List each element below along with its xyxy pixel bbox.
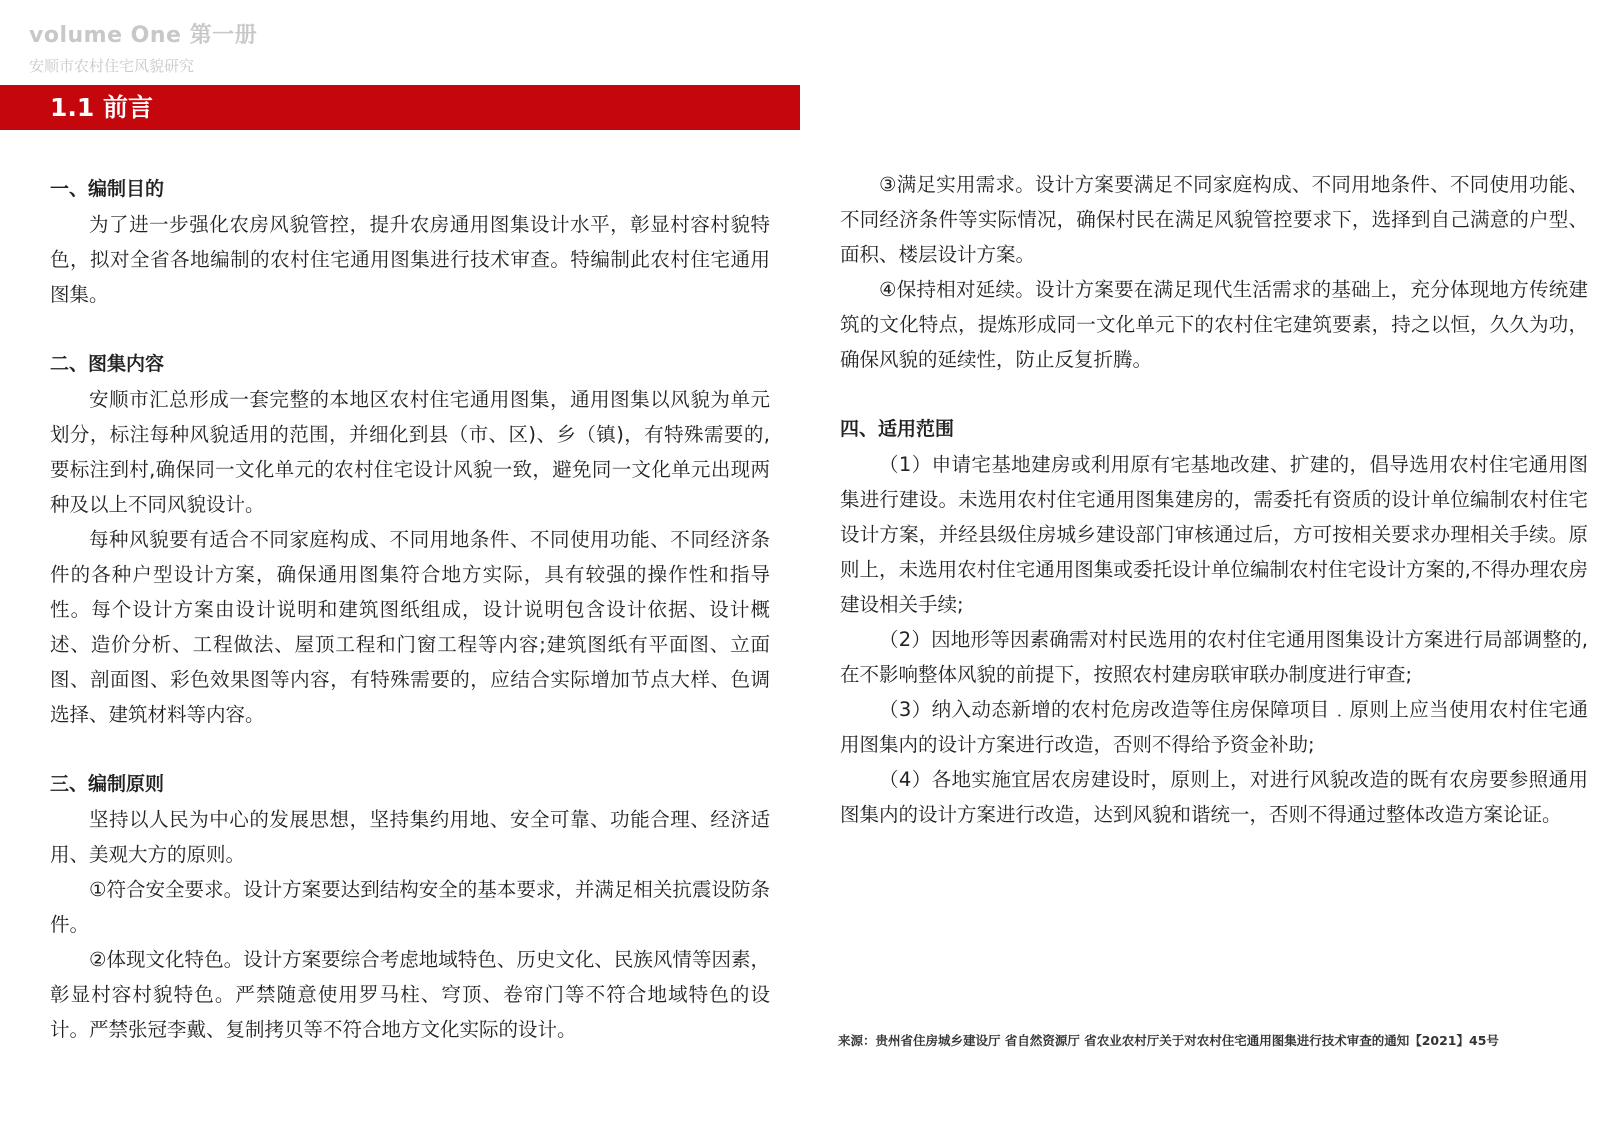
heading-purpose: 一、编制目的	[50, 178, 165, 200]
source-note: 来源：贵州省住房城乡建设厅 省自然资源厅 省农业农村厅关于对农村住宅通用图集进行技术审查的通知【2021】45号	[838, 1033, 1499, 1048]
paragraph-principles-3: ②体现文化特色。设计方案要综合考虑地域特色、历史文化、民族风情等因素，彰显村容村貌特色。严禁随意使用罗马柱、穹顶、卷帘门等不符合地域特色的设计。严禁张冠李戴、复制拷贝等不符合地方文化实际的设计。	[50, 948, 770, 1041]
paragraph-scope-3: （3）纳入动态新增的农村危房改造等住房保障项目﹒原则上应当使用农村住宅通用图集内的设计方案进行改造，否则不得给予资金补助;	[840, 698, 1588, 756]
heading-scope: 四、适用范围	[840, 418, 955, 440]
left-column	[50, 172, 770, 1047]
paragraph-purpose: 为了进一步强化农房风貌管控，提升农房通用图集设计水平，彰显村容村貌特色，拟对全省各地编制的农村住宅通用图集进行技术审查。特编制此农村住宅通用图集。	[50, 213, 770, 306]
paragraph-content-2: 每种风貌要有适合不同家庭构成、不同用地条件、不同使用功能、不同经济条件的各种户型设计方案，确保通用图集符合地方实际，具有较强的操作性和指导性。每个设计方案由设计说明和建筑图纸组成，设计说明包含设计依据、设计概述、造价分析、工程做法、屋顶工程和门窗工程等内容;建筑图纸有平面图、立面图、剖面图、彩色效果图等内容，有特殊需要的，应结合实际增加节点大样、色调选择、建筑材料等内容。	[50, 528, 770, 726]
paragraph-principles-1: 坚持以人民为中心的发展思想，坚持集约用地、安全可靠、功能合理、经济适用、美观大方的原则。	[50, 808, 770, 866]
paragraph-principles-4: ③满足实用需求。设计方案要满足不同家庭构成、不同用地条件、不同使用功能、不同经济条件等实际情况，确保村民在满足风貌管控要求下，选择到自己满意的户型、面积、楼层设计方案。	[840, 173, 1588, 266]
document-subtitle: 安顺市农村住宅风貌研究	[29, 57, 195, 75]
spacer	[50, 312, 770, 347]
paragraph-principles-2: ①符合安全要求。设计方案要达到结构安全的基本要求，并满足相关抗震设防条件。	[50, 878, 770, 936]
section-title: 1.1 前言	[50, 93, 153, 122]
volume-label: volume One 第一册	[29, 23, 258, 48]
spacer	[840, 377, 1588, 412]
paragraph-content-1: 安顺市汇总形成一套完整的本地区农村住宅通用图集，通用图集以风貌为单元划分，标注每种风貌适用的范围，并细化到县（市、区)、乡（镇)，有特殊需要的,要标注到村,确保同一文化单元的农村住宅设计风貌一致，避免同一文化单元出现两种及以上不同风貌设计。	[50, 388, 770, 516]
right-column	[840, 167, 1588, 832]
paragraph-scope-2: （2）因地形等因素确需对村民选用的农村住宅通用图集设计方案进行局部调整的,在不影响整体风貌的前提下，按照农村建房联审联办制度进行审查;	[840, 628, 1588, 686]
heading-principles: 三、编制原则	[50, 773, 165, 795]
section-title-bar	[0, 85, 800, 130]
paragraph-scope-4: （4）各地实施宜居农房建设时，原则上，对进行风貌改造的既有农房要参照通用图集内的设计方案进行改造，达到风貌和谐统一，否则不得通过整体改造方案论证。	[840, 768, 1588, 826]
heading-content: 二、图集内容	[50, 353, 165, 375]
paragraph-principles-5: ④保持相对延续。设计方案要在满足现代生活需求的基础上，充分体现地方传统建筑的文化特点，提炼形成同一文化单元下的农村住宅建筑要素，持之以恒，久久为功，确保风貌的延续性，防止反复折腾。	[840, 278, 1588, 371]
spacer	[50, 732, 770, 767]
paragraph-scope-1: （1）申请宅基地建房或利用原有宅基地改建、扩建的，倡导选用农村住宅通用图集进行建设。未选用农村住宅通用图集建房的，需委托有资质的设计单位编制农村住宅设计方案，并经县级住房城乡建设部门审核通过后，方可按相关要求办理相关手续。原则上，未选用农村住宅通用图集或委托设计单位编制农村住宅设计方案的,不得办理农房建设相关手续;	[840, 453, 1588, 616]
